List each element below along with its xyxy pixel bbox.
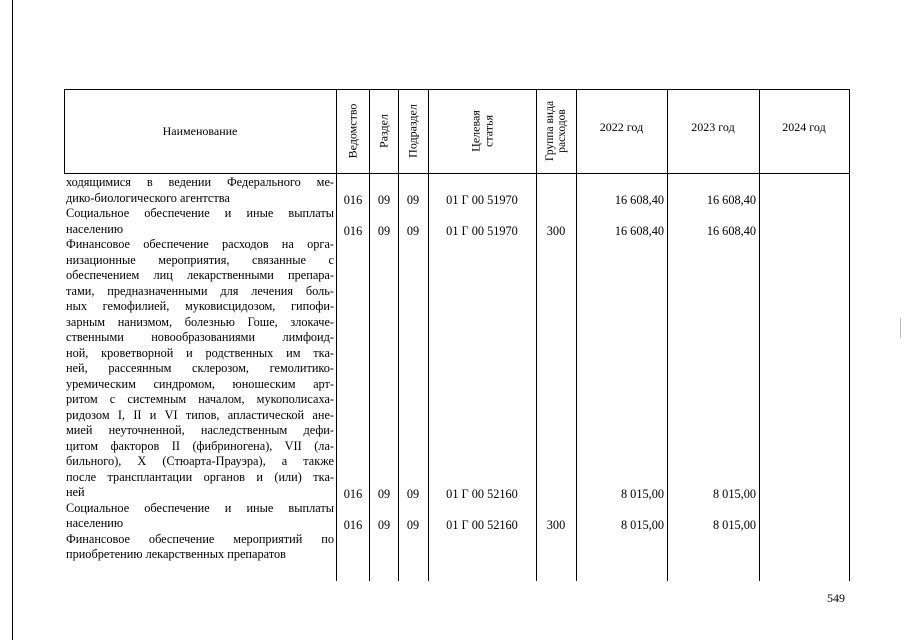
col-border — [428, 89, 429, 581]
cell-razdel: 09 — [377, 223, 391, 238]
cell-ved: 016 — [343, 487, 363, 501]
name-line: ней — [66, 485, 85, 499]
cell-podrazdel: 09 — [406, 518, 420, 532]
name-line: ных гемофилией, муковисцидозом, гипофи- — [66, 299, 334, 313]
cell-y2023: 16 608,40 — [706, 223, 756, 238]
col-border — [398, 89, 399, 581]
name-line: приобретению лекарственных препаратов — [66, 547, 286, 561]
cell-gruppa: 300 — [546, 223, 566, 238]
name-line: ходящимися в ведении Федерального ме- — [66, 175, 334, 189]
cell-y2023: 8 015,00 — [712, 487, 756, 501]
name-line: уремическим синдромом, юношеским арт- — [66, 376, 334, 391]
cell-y2022: 8 015,00 — [620, 518, 664, 532]
cell-y2023: 16 608,40 — [706, 192, 756, 207]
name-line: дико-биологического агентства — [66, 190, 230, 205]
header-vedomstvo: Ведомство — [345, 103, 360, 159]
cell-y2022: 16 608,40 — [614, 192, 664, 207]
name-line: ридозом I, II и VI типов, апластической ане- — [66, 407, 334, 422]
cell-podrazdel: 09 — [406, 487, 420, 501]
header-bottom-border — [64, 173, 850, 174]
name-column-text — [66, 175, 334, 563]
name-line: Социальное обеспечение и иные выплаты — [66, 500, 334, 515]
name-line: Финансовое обеспечение расходов на орга- — [66, 237, 334, 251]
left-margin-line — [12, 0, 13, 640]
name-line: Финансовое обеспечение мероприятий по — [66, 531, 334, 546]
cell-celevaya: 01 Г 00 52160 — [446, 518, 518, 532]
col-border — [849, 89, 850, 581]
cell-razdel: 09 — [377, 518, 391, 532]
cell-celevaya: 01 Г 00 51970 — [446, 223, 518, 238]
name-line: ней, рассеянным склерозом, гемолитико- — [66, 361, 334, 375]
header-name: Наименование — [162, 123, 238, 138]
header-podrazdel: Подраздел — [405, 104, 420, 158]
col-border — [369, 89, 370, 581]
scan-mark — [900, 318, 901, 338]
name-line: низационные мероприятия, связанные с — [66, 252, 334, 267]
col-border — [536, 89, 537, 581]
header-celevaya-statya: Целевая статья — [468, 110, 495, 152]
name-line: после трансплантации органов и (или) тка- — [66, 469, 334, 484]
cell-celevaya: 01 Г 00 52160 — [446, 487, 518, 501]
header-2023: 2023 год — [691, 119, 735, 134]
page-number: 549 — [827, 591, 845, 605]
cell-y2023: 8 015,00 — [712, 518, 756, 532]
budget-table — [64, 89, 850, 581]
name-line: населению — [66, 221, 124, 236]
name-line: тами, предназначенными для лечения боль- — [66, 283, 334, 298]
cell-gruppa: 300 — [546, 518, 566, 532]
col-border — [336, 89, 337, 581]
name-line: обеспечением лиц лекарственными препара- — [66, 268, 334, 282]
header-2022: 2022 год — [599, 119, 644, 134]
name-line: населению — [66, 516, 124, 530]
header-gruppa-vida-rashodov: Группа вида расходов — [543, 100, 568, 162]
cell-podrazdel: 09 — [406, 223, 420, 238]
name-line: ной, кроветворной и родственных им тка- — [66, 345, 334, 360]
header-razdel: Раздел — [376, 114, 391, 148]
name-line: мией неуточненной, наследственным дефи- — [66, 423, 334, 437]
cell-razdel: 09 — [377, 487, 391, 501]
cell-celevaya: 01 Г 00 51970 — [446, 192, 518, 207]
name-line: ственными новообразованиями лимфоид- — [66, 330, 334, 344]
name-line: ритом с системным началом, мукополисаха- — [66, 392, 334, 406]
cell-ved: 016 — [343, 518, 363, 532]
cell-razdel: 09 — [377, 192, 391, 207]
cell-y2022: 8 015,00 — [620, 487, 664, 501]
cell-podrazdel: 09 — [406, 192, 420, 207]
cell-ved: 016 — [343, 223, 363, 238]
name-line: Социальное обеспечение и иные выплаты — [66, 206, 334, 220]
header-2024: 2024 год — [782, 119, 826, 134]
name-line: зарным нанизмом, болезнью Гоше, злокаче- — [66, 314, 334, 329]
cell-y2022: 16 608,40 — [614, 223, 664, 238]
name-line: цитом факторов II (фибриногена), VII (ла- — [66, 438, 334, 453]
cell-ved: 016 — [343, 192, 363, 207]
name-line: бильного), X (Стюарта-Прауэра), а также — [66, 454, 334, 468]
